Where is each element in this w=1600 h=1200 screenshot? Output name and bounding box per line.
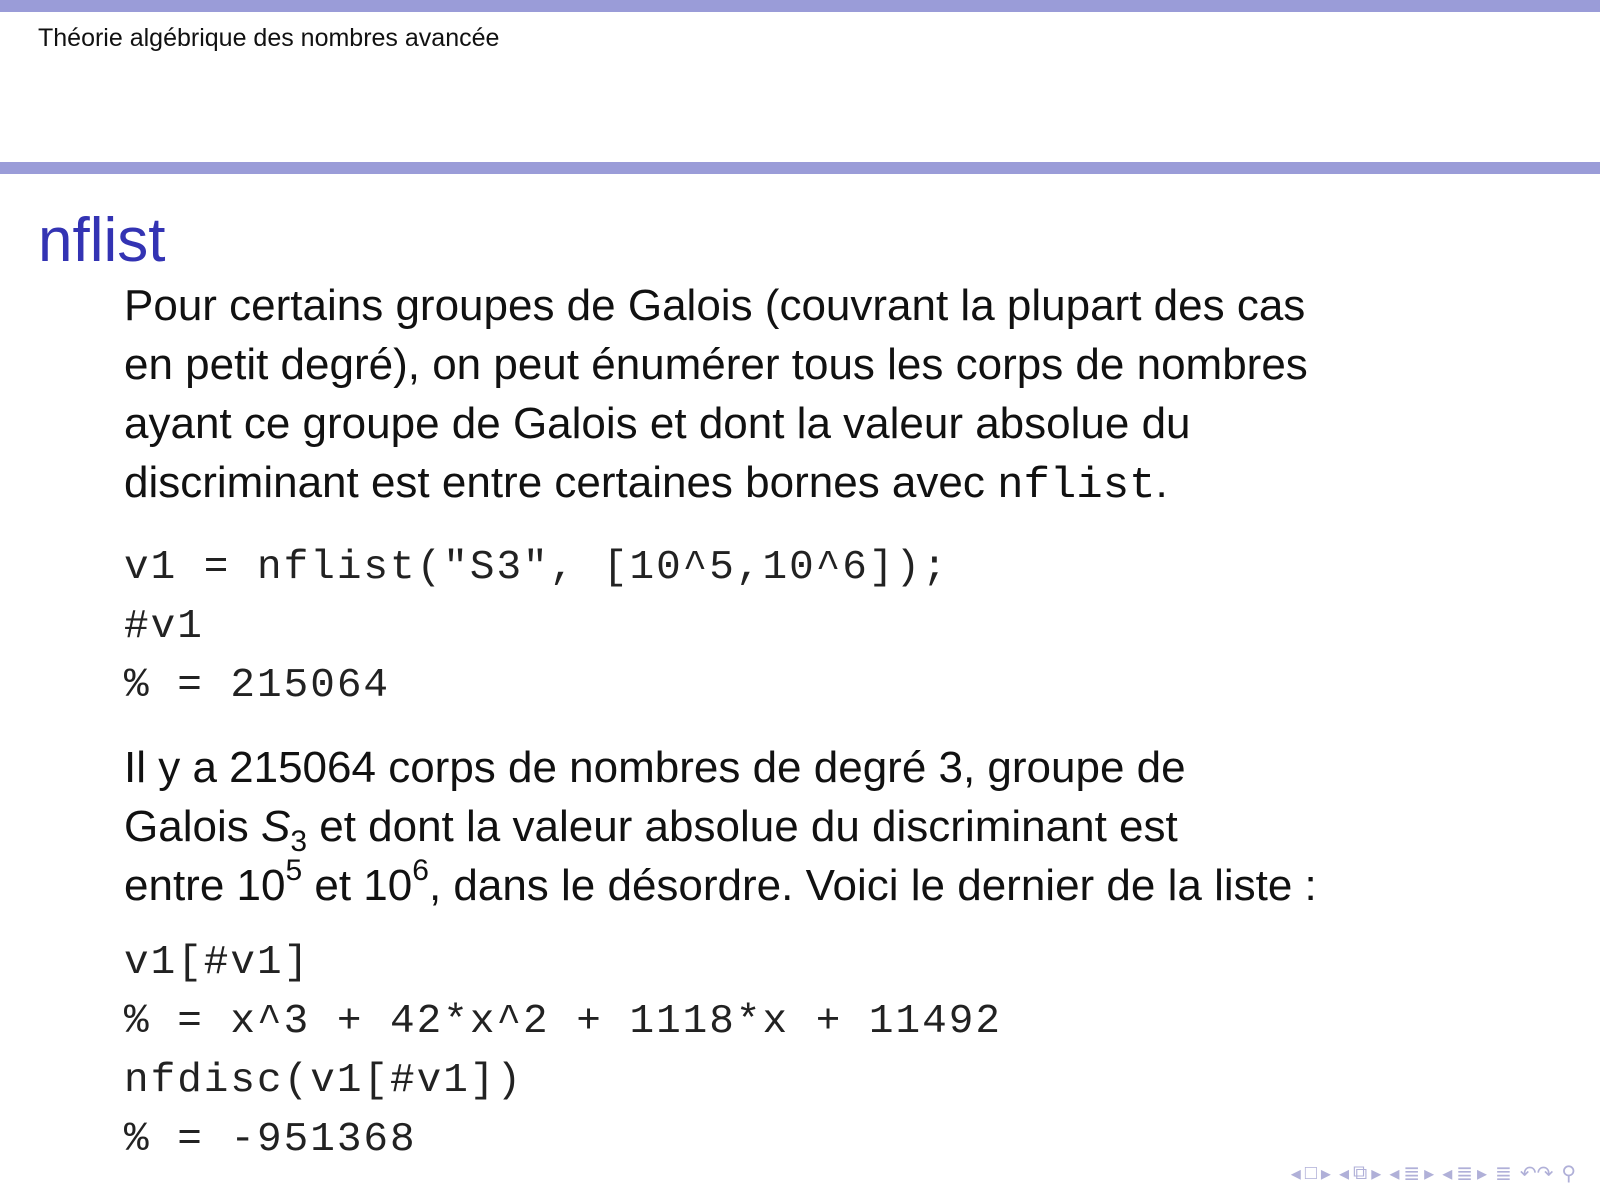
nav-frame-icon[interactable]: □ (1304, 1162, 1317, 1184)
exponent-5: 5 (285, 854, 303, 888)
header-divider-bar (0, 162, 1600, 174)
intro-line-3: ayant ce groupe de Galois et dont la valeur absolue du (124, 399, 1191, 448)
nav-subsection (1442, 1161, 1487, 1186)
intro-line-4-end: . (1155, 458, 1168, 507)
nav-frame-prev-icon[interactable]: ◂ (1290, 1163, 1301, 1185)
paragraph-intro (124, 276, 1564, 516)
code-line: v1[#v1] (124, 940, 311, 986)
result-line-1: Il y a 215064 corps de nombres de degré 3, groupe de (124, 743, 1186, 792)
nav-align-icon[interactable]: ≣ (1495, 1163, 1512, 1185)
header-title: Théorie algébrique des nombres avancée (38, 24, 500, 52)
nav-subsection-next-icon[interactable]: ▸ (1477, 1163, 1488, 1185)
code-block-1 (124, 539, 1564, 716)
inline-code-nflist: nflist (997, 461, 1156, 511)
result-line-3 (124, 856, 1564, 915)
nav-search-icon[interactable]: ⚲ (1561, 1163, 1576, 1185)
intro-line-1: Pour certains groupes de Galois (couvrant la plupart des cas (124, 281, 1306, 330)
result-line-2-b: et dont la valeur absolue du discriminant est (307, 802, 1178, 851)
nav-section (1389, 1161, 1434, 1186)
math-subscript: 3 (290, 824, 307, 858)
beamer-navigation (1291, 1161, 1576, 1186)
header-top-bar (0, 0, 1600, 12)
nav-sub-prev-icon[interactable]: ◂ (1338, 1163, 1350, 1185)
nav-section-next-icon[interactable]: ▸ (1424, 1163, 1435, 1185)
result-line-3-b: et 10 (302, 861, 413, 910)
code-line: #v1 (124, 604, 204, 650)
intro-line-4-text: discriminant est entre certaines bornes avec (124, 458, 998, 507)
exponent-6: 6 (412, 854, 429, 888)
code-line: % = x^3 + 42*x^2 + 1118*x + 11492 (124, 999, 1002, 1045)
math-var-S: S (260, 802, 291, 851)
nav-subsection-frames (1339, 1161, 1381, 1186)
intro-line-4 (124, 453, 1564, 516)
nav-frame (1291, 1161, 1331, 1186)
frame-title: nflist (38, 206, 166, 275)
nav-back-forward-icon[interactable]: ↶↷ (1519, 1163, 1554, 1185)
nav-sub-next-icon[interactable]: ▸ (1371, 1163, 1382, 1185)
code-block-2 (124, 934, 1564, 1170)
code-line: % = -951368 (124, 1117, 417, 1163)
code-line: % = 215064 (124, 663, 391, 709)
result-line-2-a: Galois (124, 802, 261, 851)
result-line-2 (124, 797, 1564, 856)
result-line-3-c: , dans le désordre. Voici le dernier de la liste : (428, 861, 1317, 910)
code-line: v1 = nflist("S3", [10^5,10^6]); (124, 545, 949, 591)
result-line-3-a: entre 10 (124, 861, 286, 910)
nav-sub-icon[interactable]: ⧉ (1353, 1162, 1368, 1184)
nav-subsection-prev-icon[interactable]: ◂ (1442, 1163, 1453, 1185)
intro-line-2: en petit degré), on peut énumérer tous les corps de nombres (124, 340, 1308, 389)
nav-subsection-icon[interactable]: ≣ (1456, 1163, 1474, 1185)
code-line: nfdisc(v1[#v1]) (124, 1058, 524, 1104)
nav-section-icon[interactable]: ≣ (1403, 1163, 1421, 1185)
nav-section-prev-icon[interactable]: ◂ (1389, 1163, 1400, 1185)
nav-frame-next-icon[interactable]: ▸ (1320, 1163, 1331, 1185)
paragraph-result (124, 738, 1564, 915)
